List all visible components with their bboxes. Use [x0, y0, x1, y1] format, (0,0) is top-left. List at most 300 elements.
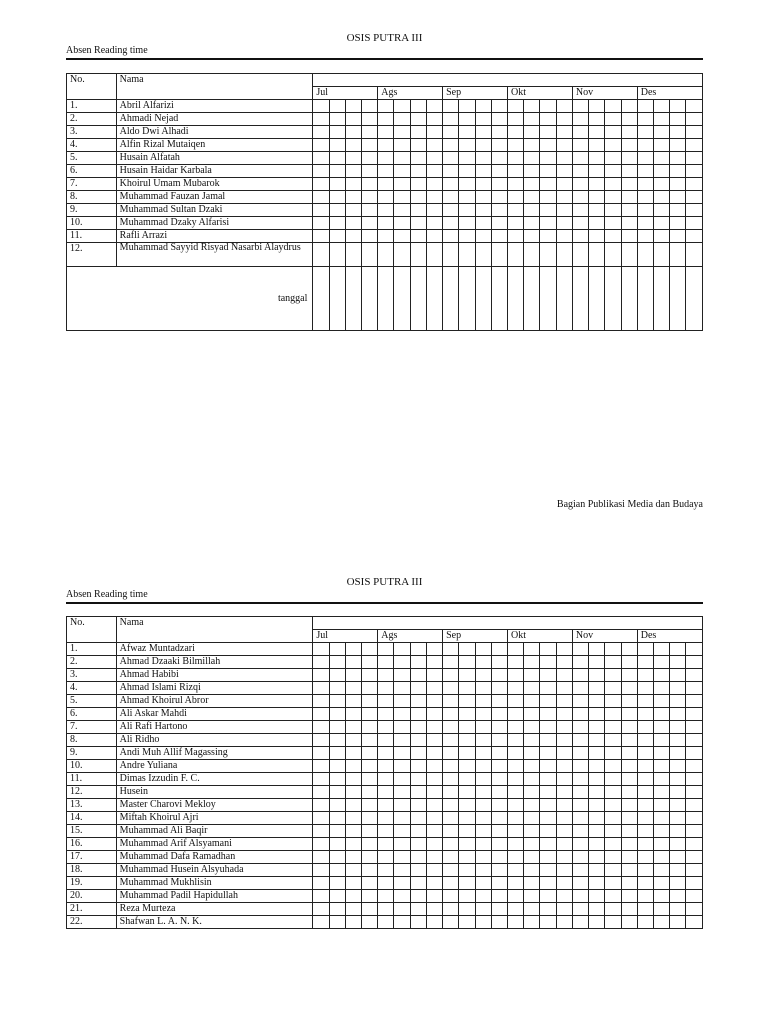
attendance-cell[interactable] — [653, 708, 669, 721]
attendance-cell[interactable] — [426, 669, 442, 682]
attendance-cell[interactable] — [378, 799, 394, 812]
attendance-cell[interactable] — [410, 799, 426, 812]
attendance-cell[interactable] — [410, 864, 426, 877]
attendance-cell[interactable] — [313, 890, 329, 903]
attendance-cell[interactable] — [443, 799, 459, 812]
attendance-cell[interactable] — [589, 682, 605, 695]
attendance-cell[interactable] — [653, 825, 669, 838]
attendance-cell[interactable] — [540, 890, 556, 903]
attendance-cell[interactable] — [524, 695, 540, 708]
attendance-cell[interactable] — [362, 864, 378, 877]
attendance-cell[interactable] — [426, 139, 442, 152]
attendance-cell[interactable] — [524, 682, 540, 695]
attendance-cell[interactable] — [508, 217, 524, 230]
attendance-cell[interactable] — [378, 243, 394, 267]
attendance-cell[interactable] — [459, 204, 475, 217]
attendance-cell[interactable] — [394, 747, 410, 760]
attendance-cell[interactable] — [345, 890, 361, 903]
attendance-cell[interactable] — [475, 217, 491, 230]
attendance-cell[interactable] — [459, 243, 475, 267]
attendance-cell[interactable] — [394, 217, 410, 230]
attendance-cell[interactable] — [345, 760, 361, 773]
attendance-cell[interactable] — [475, 760, 491, 773]
attendance-cell[interactable] — [508, 825, 524, 838]
attendance-cell[interactable] — [459, 838, 475, 851]
attendance-cell[interactable] — [491, 890, 507, 903]
attendance-cell[interactable] — [491, 708, 507, 721]
attendance-cell[interactable] — [313, 708, 329, 721]
attendance-cell[interactable] — [670, 669, 686, 682]
attendance-cell[interactable] — [378, 734, 394, 747]
date-cell[interactable] — [345, 267, 361, 331]
attendance-cell[interactable] — [394, 734, 410, 747]
attendance-cell[interactable] — [653, 217, 669, 230]
attendance-cell[interactable] — [508, 708, 524, 721]
attendance-cell[interactable] — [378, 165, 394, 178]
attendance-cell[interactable] — [653, 903, 669, 916]
attendance-cell[interactable] — [459, 139, 475, 152]
attendance-cell[interactable] — [443, 178, 459, 191]
attendance-cell[interactable] — [540, 812, 556, 825]
attendance-cell[interactable] — [670, 825, 686, 838]
attendance-cell[interactable] — [410, 838, 426, 851]
attendance-cell[interactable] — [491, 864, 507, 877]
attendance-cell[interactable] — [621, 656, 637, 669]
attendance-cell[interactable] — [426, 191, 442, 204]
attendance-cell[interactable] — [540, 708, 556, 721]
attendance-cell[interactable] — [329, 217, 345, 230]
attendance-cell[interactable] — [670, 204, 686, 217]
attendance-cell[interactable] — [653, 643, 669, 656]
attendance-cell[interactable] — [686, 877, 703, 890]
attendance-cell[interactable] — [589, 786, 605, 799]
attendance-cell[interactable] — [605, 747, 621, 760]
attendance-cell[interactable] — [475, 656, 491, 669]
attendance-cell[interactable] — [410, 643, 426, 656]
attendance-cell[interactable] — [443, 165, 459, 178]
attendance-cell[interactable] — [475, 152, 491, 165]
attendance-cell[interactable] — [605, 851, 621, 864]
attendance-cell[interactable] — [475, 165, 491, 178]
attendance-cell[interactable] — [378, 656, 394, 669]
attendance-cell[interactable] — [524, 890, 540, 903]
attendance-cell[interactable] — [426, 126, 442, 139]
attendance-cell[interactable] — [556, 864, 572, 877]
attendance-cell[interactable] — [653, 100, 669, 113]
attendance-cell[interactable] — [394, 100, 410, 113]
attendance-cell[interactable] — [459, 152, 475, 165]
date-cell[interactable] — [362, 267, 378, 331]
attendance-cell[interactable] — [670, 656, 686, 669]
attendance-cell[interactable] — [491, 126, 507, 139]
attendance-cell[interactable] — [508, 643, 524, 656]
attendance-cell[interactable] — [362, 230, 378, 243]
attendance-cell[interactable] — [621, 916, 637, 929]
attendance-cell[interactable] — [394, 721, 410, 734]
attendance-cell[interactable] — [329, 230, 345, 243]
attendance-cell[interactable] — [394, 825, 410, 838]
attendance-cell[interactable] — [508, 877, 524, 890]
attendance-cell[interactable] — [589, 799, 605, 812]
attendance-cell[interactable] — [459, 721, 475, 734]
attendance-cell[interactable] — [362, 152, 378, 165]
attendance-cell[interactable] — [605, 152, 621, 165]
attendance-cell[interactable] — [670, 877, 686, 890]
attendance-cell[interactable] — [313, 916, 329, 929]
attendance-cell[interactable] — [426, 851, 442, 864]
attendance-cell[interactable] — [556, 890, 572, 903]
date-cell[interactable] — [653, 267, 669, 331]
attendance-cell[interactable] — [362, 204, 378, 217]
attendance-cell[interactable] — [410, 191, 426, 204]
attendance-cell[interactable] — [508, 682, 524, 695]
attendance-cell[interactable] — [426, 204, 442, 217]
attendance-cell[interactable] — [540, 243, 556, 267]
attendance-cell[interactable] — [605, 877, 621, 890]
attendance-cell[interactable] — [443, 864, 459, 877]
attendance-cell[interactable] — [686, 113, 703, 126]
attendance-cell[interactable] — [410, 243, 426, 267]
attendance-cell[interactable] — [589, 669, 605, 682]
attendance-cell[interactable] — [670, 760, 686, 773]
attendance-cell[interactable] — [670, 113, 686, 126]
date-cell[interactable] — [378, 267, 394, 331]
attendance-cell[interactable] — [572, 669, 588, 682]
attendance-cell[interactable] — [345, 230, 361, 243]
attendance-cell[interactable] — [362, 851, 378, 864]
attendance-cell[interactable] — [508, 786, 524, 799]
attendance-cell[interactable] — [426, 243, 442, 267]
attendance-cell[interactable] — [491, 773, 507, 786]
attendance-cell[interactable] — [491, 113, 507, 126]
attendance-cell[interactable] — [426, 760, 442, 773]
attendance-cell[interactable] — [313, 812, 329, 825]
attendance-cell[interactable] — [605, 682, 621, 695]
attendance-cell[interactable] — [540, 656, 556, 669]
attendance-cell[interactable] — [491, 695, 507, 708]
attendance-cell[interactable] — [572, 838, 588, 851]
attendance-cell[interactable] — [313, 191, 329, 204]
attendance-cell[interactable] — [589, 178, 605, 191]
attendance-cell[interactable] — [572, 721, 588, 734]
attendance-cell[interactable] — [410, 825, 426, 838]
attendance-cell[interactable] — [540, 643, 556, 656]
attendance-cell[interactable] — [313, 643, 329, 656]
attendance-cell[interactable] — [653, 230, 669, 243]
attendance-cell[interactable] — [329, 864, 345, 877]
attendance-cell[interactable] — [605, 825, 621, 838]
attendance-cell[interactable] — [556, 721, 572, 734]
attendance-cell[interactable] — [459, 747, 475, 760]
attendance-cell[interactable] — [572, 643, 588, 656]
attendance-cell[interactable] — [475, 786, 491, 799]
date-cell[interactable] — [637, 267, 653, 331]
attendance-cell[interactable] — [491, 851, 507, 864]
attendance-cell[interactable] — [345, 243, 361, 267]
attendance-cell[interactable] — [475, 126, 491, 139]
attendance-cell[interactable] — [637, 230, 653, 243]
attendance-cell[interactable] — [637, 786, 653, 799]
attendance-cell[interactable] — [653, 152, 669, 165]
attendance-cell[interactable] — [637, 864, 653, 877]
attendance-cell[interactable] — [345, 799, 361, 812]
attendance-cell[interactable] — [475, 139, 491, 152]
attendance-cell[interactable] — [426, 864, 442, 877]
attendance-cell[interactable] — [686, 890, 703, 903]
attendance-cell[interactable] — [459, 825, 475, 838]
attendance-cell[interactable] — [329, 903, 345, 916]
attendance-cell[interactable] — [394, 643, 410, 656]
attendance-cell[interactable] — [378, 877, 394, 890]
attendance-cell[interactable] — [621, 760, 637, 773]
attendance-cell[interactable] — [540, 191, 556, 204]
attendance-cell[interactable] — [572, 165, 588, 178]
attendance-cell[interactable] — [540, 100, 556, 113]
attendance-cell[interactable] — [362, 812, 378, 825]
attendance-cell[interactable] — [621, 126, 637, 139]
attendance-cell[interactable] — [443, 126, 459, 139]
attendance-cell[interactable] — [475, 864, 491, 877]
attendance-cell[interactable] — [524, 100, 540, 113]
attendance-cell[interactable] — [508, 799, 524, 812]
attendance-cell[interactable] — [443, 243, 459, 267]
attendance-cell[interactable] — [572, 178, 588, 191]
attendance-cell[interactable] — [378, 113, 394, 126]
attendance-cell[interactable] — [394, 903, 410, 916]
attendance-cell[interactable] — [653, 890, 669, 903]
attendance-cell[interactable] — [329, 191, 345, 204]
attendance-cell[interactable] — [345, 669, 361, 682]
attendance-cell[interactable] — [572, 916, 588, 929]
attendance-cell[interactable] — [670, 734, 686, 747]
attendance-cell[interactable] — [426, 903, 442, 916]
attendance-cell[interactable] — [540, 204, 556, 217]
attendance-cell[interactable] — [686, 916, 703, 929]
attendance-cell[interactable] — [637, 126, 653, 139]
attendance-cell[interactable] — [443, 916, 459, 929]
attendance-cell[interactable] — [637, 695, 653, 708]
attendance-cell[interactable] — [572, 230, 588, 243]
attendance-cell[interactable] — [410, 734, 426, 747]
attendance-cell[interactable] — [508, 890, 524, 903]
attendance-cell[interactable] — [605, 760, 621, 773]
attendance-cell[interactable] — [589, 113, 605, 126]
attendance-cell[interactable] — [589, 916, 605, 929]
attendance-cell[interactable] — [540, 682, 556, 695]
attendance-cell[interactable] — [605, 139, 621, 152]
attendance-cell[interactable] — [491, 825, 507, 838]
attendance-cell[interactable] — [540, 799, 556, 812]
attendance-cell[interactable] — [394, 760, 410, 773]
attendance-cell[interactable] — [589, 217, 605, 230]
attendance-cell[interactable] — [670, 178, 686, 191]
attendance-cell[interactable] — [556, 903, 572, 916]
attendance-cell[interactable] — [524, 903, 540, 916]
attendance-cell[interactable] — [605, 734, 621, 747]
attendance-cell[interactable] — [362, 643, 378, 656]
attendance-cell[interactable] — [637, 113, 653, 126]
attendance-cell[interactable] — [362, 669, 378, 682]
attendance-cell[interactable] — [686, 747, 703, 760]
attendance-cell[interactable] — [572, 799, 588, 812]
attendance-cell[interactable] — [686, 682, 703, 695]
attendance-cell[interactable] — [556, 217, 572, 230]
attendance-cell[interactable] — [378, 126, 394, 139]
attendance-cell[interactable] — [378, 916, 394, 929]
attendance-cell[interactable] — [345, 734, 361, 747]
attendance-cell[interactable] — [589, 864, 605, 877]
attendance-cell[interactable] — [621, 734, 637, 747]
attendance-cell[interactable] — [362, 139, 378, 152]
attendance-cell[interactable] — [605, 916, 621, 929]
attendance-cell[interactable] — [540, 113, 556, 126]
attendance-cell[interactable] — [443, 643, 459, 656]
attendance-cell[interactable] — [508, 812, 524, 825]
attendance-cell[interactable] — [670, 152, 686, 165]
attendance-cell[interactable] — [621, 165, 637, 178]
attendance-cell[interactable] — [378, 139, 394, 152]
attendance-cell[interactable] — [670, 916, 686, 929]
attendance-cell[interactable] — [362, 890, 378, 903]
attendance-cell[interactable] — [686, 695, 703, 708]
attendance-cell[interactable] — [572, 734, 588, 747]
attendance-cell[interactable] — [670, 773, 686, 786]
attendance-cell[interactable] — [556, 916, 572, 929]
attendance-cell[interactable] — [572, 812, 588, 825]
attendance-cell[interactable] — [329, 877, 345, 890]
attendance-cell[interactable] — [410, 682, 426, 695]
attendance-cell[interactable] — [686, 643, 703, 656]
attendance-cell[interactable] — [653, 734, 669, 747]
attendance-cell[interactable] — [378, 178, 394, 191]
attendance-cell[interactable] — [378, 838, 394, 851]
attendance-cell[interactable] — [637, 204, 653, 217]
attendance-cell[interactable] — [508, 838, 524, 851]
attendance-cell[interactable] — [572, 890, 588, 903]
attendance-cell[interactable] — [394, 656, 410, 669]
attendance-cell[interactable] — [362, 773, 378, 786]
attendance-cell[interactable] — [313, 825, 329, 838]
attendance-cell[interactable] — [686, 812, 703, 825]
attendance-cell[interactable] — [475, 643, 491, 656]
attendance-cell[interactable] — [670, 747, 686, 760]
attendance-cell[interactable] — [345, 721, 361, 734]
attendance-cell[interactable] — [556, 799, 572, 812]
attendance-cell[interactable] — [394, 877, 410, 890]
attendance-cell[interactable] — [459, 851, 475, 864]
attendance-cell[interactable] — [589, 747, 605, 760]
attendance-cell[interactable] — [621, 773, 637, 786]
attendance-cell[interactable] — [459, 682, 475, 695]
attendance-cell[interactable] — [491, 747, 507, 760]
attendance-cell[interactable] — [378, 100, 394, 113]
attendance-cell[interactable] — [605, 695, 621, 708]
attendance-cell[interactable] — [572, 191, 588, 204]
attendance-cell[interactable] — [524, 230, 540, 243]
attendance-cell[interactable] — [589, 812, 605, 825]
attendance-cell[interactable] — [491, 204, 507, 217]
attendance-cell[interactable] — [589, 139, 605, 152]
attendance-cell[interactable] — [426, 916, 442, 929]
attendance-cell[interactable] — [329, 799, 345, 812]
attendance-cell[interactable] — [443, 152, 459, 165]
attendance-cell[interactable] — [443, 708, 459, 721]
attendance-cell[interactable] — [670, 139, 686, 152]
attendance-cell[interactable] — [686, 230, 703, 243]
attendance-cell[interactable] — [621, 178, 637, 191]
attendance-cell[interactable] — [313, 747, 329, 760]
attendance-cell[interactable] — [637, 825, 653, 838]
attendance-cell[interactable] — [362, 877, 378, 890]
attendance-cell[interactable] — [621, 669, 637, 682]
attendance-cell[interactable] — [491, 734, 507, 747]
attendance-cell[interactable] — [637, 165, 653, 178]
attendance-cell[interactable] — [589, 695, 605, 708]
attendance-cell[interactable] — [621, 204, 637, 217]
attendance-cell[interactable] — [524, 773, 540, 786]
attendance-cell[interactable] — [313, 669, 329, 682]
attendance-cell[interactable] — [410, 152, 426, 165]
attendance-cell[interactable] — [556, 747, 572, 760]
attendance-cell[interactable] — [653, 864, 669, 877]
attendance-cell[interactable] — [556, 734, 572, 747]
date-cell[interactable] — [686, 267, 703, 331]
attendance-cell[interactable] — [621, 643, 637, 656]
attendance-cell[interactable] — [686, 903, 703, 916]
attendance-cell[interactable] — [637, 643, 653, 656]
attendance-cell[interactable] — [605, 191, 621, 204]
attendance-cell[interactable] — [459, 786, 475, 799]
attendance-cell[interactable] — [524, 669, 540, 682]
attendance-cell[interactable] — [426, 165, 442, 178]
attendance-cell[interactable] — [572, 786, 588, 799]
attendance-cell[interactable] — [589, 204, 605, 217]
attendance-cell[interactable] — [491, 191, 507, 204]
attendance-cell[interactable] — [459, 773, 475, 786]
attendance-cell[interactable] — [410, 139, 426, 152]
attendance-cell[interactable] — [394, 682, 410, 695]
attendance-cell[interactable] — [426, 721, 442, 734]
attendance-cell[interactable] — [621, 708, 637, 721]
attendance-cell[interactable] — [508, 230, 524, 243]
attendance-cell[interactable] — [345, 812, 361, 825]
attendance-cell[interactable] — [524, 799, 540, 812]
attendance-cell[interactable] — [491, 139, 507, 152]
attendance-cell[interactable] — [443, 877, 459, 890]
attendance-cell[interactable] — [426, 747, 442, 760]
attendance-cell[interactable] — [426, 217, 442, 230]
attendance-cell[interactable] — [459, 217, 475, 230]
attendance-cell[interactable] — [508, 165, 524, 178]
attendance-cell[interactable] — [345, 113, 361, 126]
date-cell[interactable] — [670, 267, 686, 331]
attendance-cell[interactable] — [540, 695, 556, 708]
attendance-cell[interactable] — [556, 669, 572, 682]
attendance-cell[interactable] — [524, 217, 540, 230]
attendance-cell[interactable] — [459, 903, 475, 916]
attendance-cell[interactable] — [362, 243, 378, 267]
attendance-cell[interactable] — [508, 204, 524, 217]
attendance-cell[interactable] — [362, 682, 378, 695]
attendance-cell[interactable] — [621, 217, 637, 230]
attendance-cell[interactable] — [313, 734, 329, 747]
attendance-cell[interactable] — [410, 669, 426, 682]
attendance-cell[interactable] — [394, 178, 410, 191]
attendance-cell[interactable] — [475, 682, 491, 695]
attendance-cell[interactable] — [313, 217, 329, 230]
attendance-cell[interactable] — [621, 877, 637, 890]
attendance-cell[interactable] — [556, 165, 572, 178]
